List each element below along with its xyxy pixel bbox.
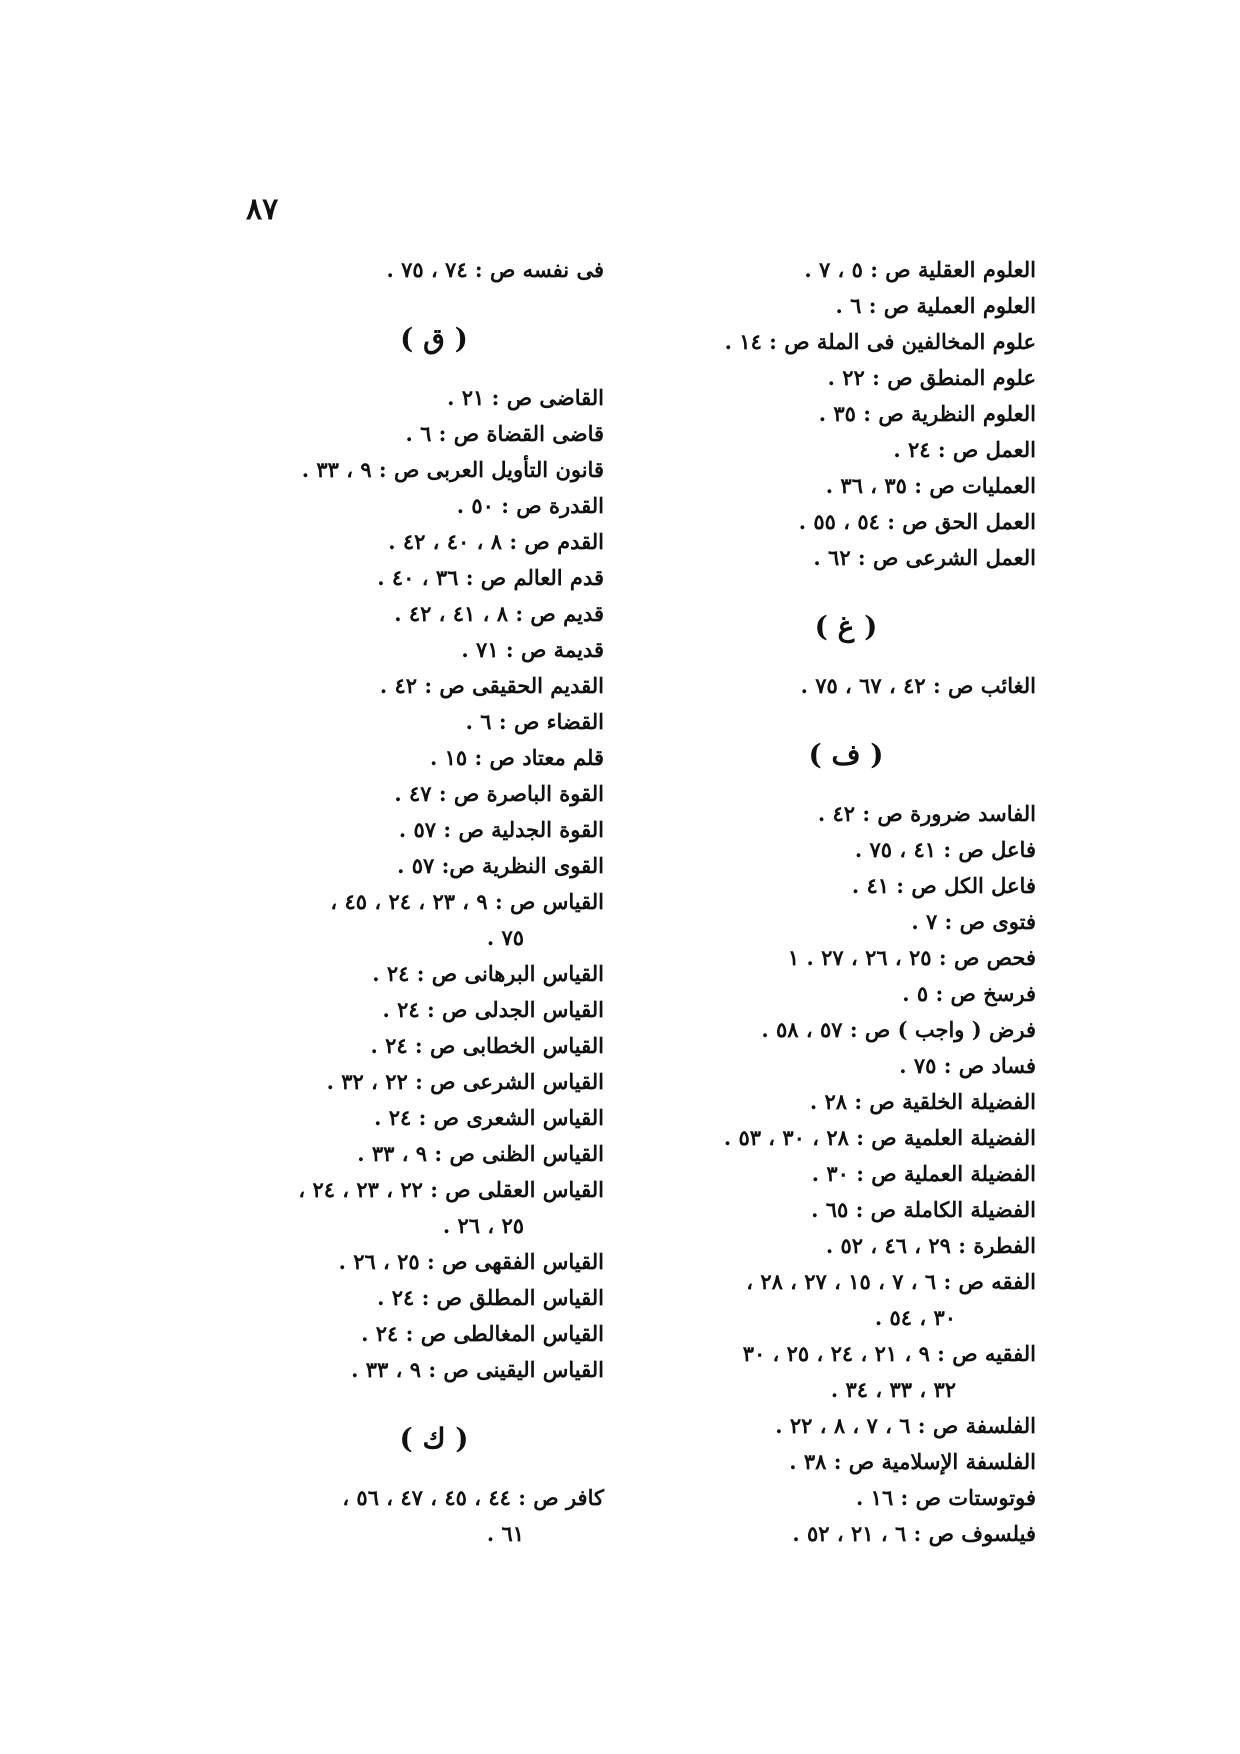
entry-line: القياس ص : ٩ ، ٢٣ ، ٢٤ ، ٤٥ ،: [330, 889, 604, 914]
index-entry: القديم الحقيقى ص : ٤٢ .: [379, 673, 604, 698]
entry-line: الفقيه ص : ٩ ، ٢١ ، ٢٤ ، ٢٥ ، ٣٠: [742, 1341, 1036, 1366]
index-entry: العلوم العقلية ص : ٥ ، ٧ .: [804, 257, 1036, 282]
section-header-ghayn: ( غ ): [814, 610, 878, 643]
index-entry: فرسخ ص : ٥ .: [902, 981, 1036, 1006]
index-entry: فساد ص : ٧٥ .: [899, 1053, 1036, 1078]
index-entry: فرض ( واجب ) ص : ٥٧ ، ٥٨ .: [761, 1017, 1036, 1042]
index-entry: العمل ص : ٢٤ .: [893, 437, 1036, 462]
index-entry: قاضى القضاة ص : ٦ .: [405, 421, 604, 446]
index-entry: فاعل ص : ٤١ ، ٧٥ .: [854, 837, 1036, 862]
index-entry: الفضيلة العلمية ص : ٢٨ ، ٣٠ ، ٥٣ .: [723, 1125, 1036, 1150]
index-entry: القياس الظنى ص : ٩ ، ٣٣ .: [357, 1141, 604, 1166]
index-entry: الفضيلة الخلقية ص : ٢٨ .: [809, 1089, 1036, 1114]
entry-continuation: ٣٢ ، ٣٣ ، ٣٤ .: [830, 1377, 956, 1402]
index-entry: قلم معتاد ص : ١٥ .: [429, 745, 604, 770]
index-entry: فى نفسه ص : ٧٤ ، ٧٥ .: [386, 257, 604, 282]
index-entry-qiyas-aqli: [184, 1172, 604, 1244]
index-column-right: [616, 252, 1036, 1552]
entry-continuation: ٦١ .: [486, 1521, 524, 1546]
entry-continuation: ٣٠ ، ٥٤ .: [874, 1305, 956, 1330]
entry-line: كافر ص : ٤٤ ، ٤٥ ، ٤٧ ، ٥٦ ،: [342, 1485, 604, 1510]
index-entry: القياس اليقينى ص : ٩ ، ٣٣ .: [351, 1357, 604, 1382]
index-entry: قديم ص : ٨ ، ٤١ ، ٤٢ .: [394, 601, 604, 626]
index-entry: القوة الباصرة ص : ٤٧ .: [394, 781, 604, 806]
index-entry: الفلسفة الإسلامية ص : ٣٨ .: [789, 1449, 1036, 1474]
index-entry: العمل الحق ص : ٥٤ ، ٥٥ .: [798, 509, 1036, 534]
index-entry: العلوم العملية ص : ٦ .: [835, 293, 1036, 318]
index-entry: القياس الشعرى ص : ٢٤ .: [374, 1105, 604, 1130]
index-entry: القضاء ص : ٦ .: [465, 709, 604, 734]
index-entry: فيلسوف ص : ٦ ، ٢١ ، ٥٢ .: [792, 1521, 1036, 1546]
index-entry: القياس البرهانى ص : ٢٤ .: [372, 961, 604, 986]
index-entry: فوتوستات ص : ١٦ .: [856, 1485, 1036, 1510]
index-entry: القوى النظرية ص: ٥٧ .: [397, 853, 604, 878]
index-entry-faqih: [616, 1336, 1036, 1408]
index-entry: الفاسد ضرورة ص : ٤٢ .: [817, 801, 1036, 826]
index-column-left: [184, 252, 604, 1552]
section-header-fa: ( ف ): [808, 738, 884, 771]
entry-continuation: ٢٥ ، ٢٦ .: [442, 1213, 524, 1238]
index-entry: فحص ص : ٢٥ ، ٢٦ ، ٢٧ . ١: [787, 945, 1036, 970]
index-entry: قانون التأويل العربى ص : ٩ ، ٣٣ .: [301, 457, 604, 482]
section-header-qaf: ( ق ): [400, 322, 468, 355]
index-entry: العمليات ص : ٣٥ ، ٣٦ .: [825, 473, 1036, 498]
index-entry: القياس الجدلى ص : ٢٤ .: [382, 997, 604, 1022]
index-entry: القياس الفقهى ص : ٢٥ ، ٢٦ .: [338, 1249, 604, 1274]
index-entry: الفضيلة الكاملة ص : ٦٥ .: [811, 1197, 1036, 1222]
entry-line: القياس العقلى ص : ٢٢ ، ٢٣ ، ٢٤ ،: [298, 1177, 604, 1202]
index-entry: الغائب ص : ٤٢ ، ٦٧ ، ٧٥ .: [800, 673, 1036, 698]
index-entry: قديمة ص : ٧١ .: [461, 637, 604, 662]
index-entry: القياس الخطابى ص : ٢٤ .: [370, 1033, 604, 1058]
entry-continuation: ٧٥ .: [486, 925, 524, 950]
index-entry: علوم المنطق ص : ٢٢ .: [827, 365, 1036, 390]
index-entry: القدم ص : ٨ ، ٤٠ ، ٤٢ .: [388, 529, 604, 554]
index-entry: القدرة ص : ٥٠ .: [456, 493, 604, 518]
index-entry: القياس المغالطى ص : ٢٤ .: [361, 1321, 604, 1346]
page-number: ٨٧: [246, 192, 279, 227]
index-entry-qiyas: [184, 884, 604, 956]
index-entry: فتوى ص : ٧ .: [911, 909, 1036, 934]
index-entry: فاعل الكل ص : ٤١ .: [851, 873, 1036, 898]
index-entry: علوم المخالفين فى الملة ص : ١٤ .: [724, 329, 1036, 354]
index-entry: الفضيلة العملية ص : ٣٠ .: [811, 1161, 1036, 1186]
index-entry: العمل الشرعى ص : ٦٢ .: [813, 545, 1036, 570]
index-entry: العلوم النظرية ص : ٣٥ .: [818, 401, 1036, 426]
index-entry: الفلسفة ص : ٦ ، ٧ ، ٨ ، ٢٢ .: [775, 1413, 1036, 1438]
section-header-kaf: ( ك ): [399, 1422, 469, 1455]
entry-line: الفقه ص : ٦ ، ٧ ، ١٥ ، ٢٧ ، ٢٨ ،: [746, 1269, 1036, 1294]
index-entry: القاضى ص : ٢١ .: [447, 385, 604, 410]
index-entry: القياس الشرعى ص : ٢٢ ، ٣٢ .: [326, 1069, 604, 1094]
index-entry: القياس المطلق ص : ٢٤ .: [377, 1285, 604, 1310]
index-entry-fiqh: [616, 1264, 1036, 1336]
index-entry-kafir: [184, 1480, 604, 1552]
index-entry: الفطرة : ٢٩ ، ٤٦ ، ٥٢ .: [825, 1233, 1036, 1258]
index-entry: قدم العالم ص : ٣٦ ، ٤٠ .: [377, 565, 604, 590]
index-entry: القوة الجدلية ص : ٥٧ .: [398, 817, 604, 842]
